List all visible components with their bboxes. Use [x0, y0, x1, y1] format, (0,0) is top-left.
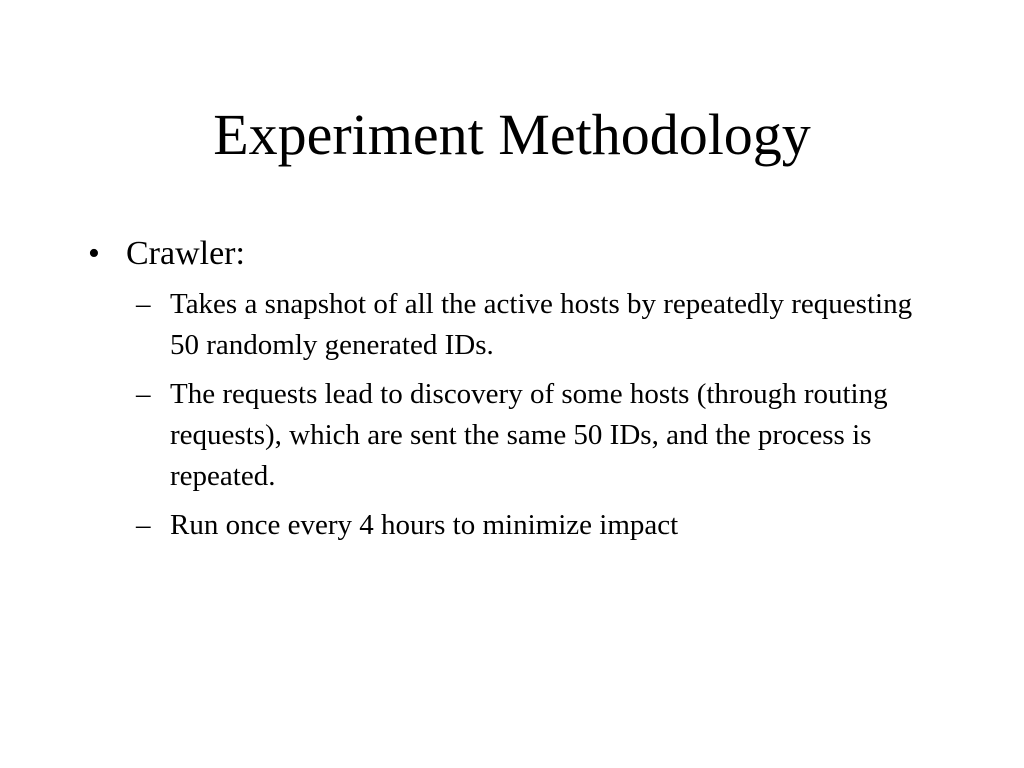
sub-bullet-text: Takes a snapshot of all the active hosts by repeatedly requesting 50 randomly generated IDs. [170, 288, 913, 361]
bullet-icon: • [88, 235, 100, 272]
dash-icon: – [136, 288, 151, 320]
dash-icon: – [136, 378, 151, 410]
sub-bullet-item [136, 284, 938, 366]
bullet-text: Crawler: [126, 235, 245, 272]
sub-bullet-text: The requests lead to discovery of some hosts (through routing requests), which are sent the same 50 IDs, and the process is repeated. [170, 378, 888, 492]
sub-bullet-list [136, 284, 938, 546]
slide-content [88, 232, 938, 554]
slide-title: Experiment Methodology [213, 102, 811, 167]
sub-bullet-item [136, 505, 938, 546]
sub-bullet-text: Run once every 4 hours to minimize impact [170, 509, 679, 541]
bullet-item-crawler [88, 232, 938, 276]
sub-bullet-item [136, 374, 938, 497]
dash-icon: – [136, 509, 151, 541]
